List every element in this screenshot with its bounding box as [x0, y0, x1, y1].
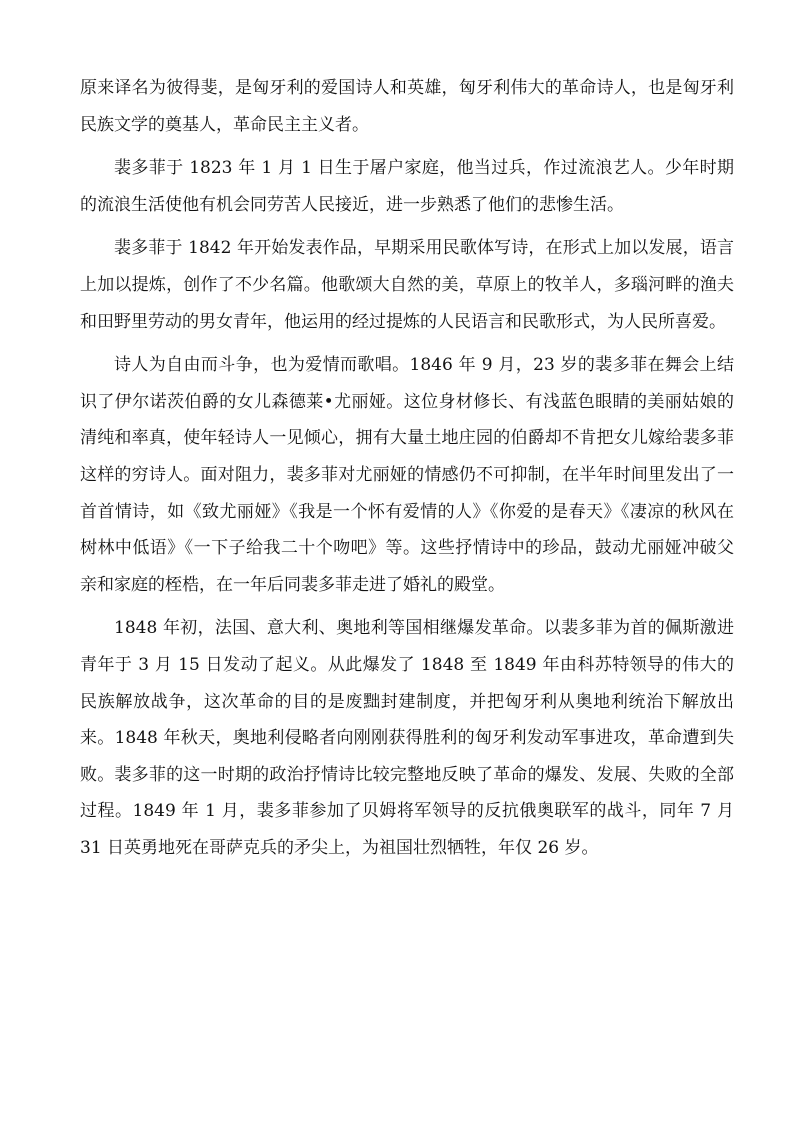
paragraph-revolution: 1848 年初，法国、意大利、奥地利等国相继爆发革命。以裴多菲为首的佩斯激进青年于 3 月 15 日发动了起义。从此爆发了 1848 至 1849 年由科苏特领导的伟大的民族解放战争，这次革命的目的是废黜封建制度，并把匈牙利从奥地利统治下解放出来。1848 年秋天，奥地利侵略者向刚刚获得胜利的匈牙利发动军事进攻，革命遭到失败。裴多菲的这一时期的政治抒情诗比较完整地反映了革命的爆发、发展、失败的全部过程。1849 年 1 月，裴多菲参加了贝姆将军领导的反抗俄奥联军的战斗，同年 7 月 31 日英勇地死在哥萨克兵的矛尖上，为祖国壮烈牺牲，年仅 26 岁。	[80, 618, 734, 858]
paragraph-early-works: 裴多菲于 1842 年开始发表作品，早期采用民歌体写诗，在形式上加以发展，语言上加以提炼，创作了不少名篇。他歌颂大自然的美，草原上的牧羊人，多瑙河畔的渔夫和田野里劳动的男女青年，他运用的经过提炼的人民语言和民歌形式，为人民所喜爱。	[80, 238, 734, 332]
body-text	[80, 70, 734, 873]
paragraph-love-poems: 诗人为自由而斗争，也为爱情而歌唱。1846 年 9 月，23 岁的裴多菲在舞会上结识了伊尔诺茨伯爵的女儿森德莱•尤丽娅。这位身材修长、有浅蓝色眼睛的美丽姑娘的清纯和率真，使年轻诗人一见倾心，拥有大量土地庄园的伯爵却不肯把女儿嫁给裴多菲这样的穷诗人。面对阻力，裴多菲对尤丽娅的情感仍不可抑制，在半年时间里发出了一首首情诗，如《致尤丽娅》《我是一个怀有爱情的人》《你爱的是春天》《凄凉的秋风在树林中低语》《一下子给我二十个吻吧》等。这些抒情诗中的珍品，鼓动尤丽娅冲破父亲和家庭的桎梏，在一年后同裴多菲走进了婚礼的殿堂。	[80, 355, 734, 595]
paragraph-continuation: 原来译名为彼得斐，是匈牙利的爱国诗人和英雄，匈牙利伟大的革命诗人，也是匈牙利民族文学的奠基人，革命民主主义者。	[80, 78, 734, 135]
paragraph-birth: 裴多菲于 1823 年 1 月 1 日生于屠户家庭，他当过兵，作过流浪艺人。少年时期的流浪生活使他有机会同劳苦人民接近，进一步熟悉了他们的悲惨生活。	[80, 158, 734, 215]
